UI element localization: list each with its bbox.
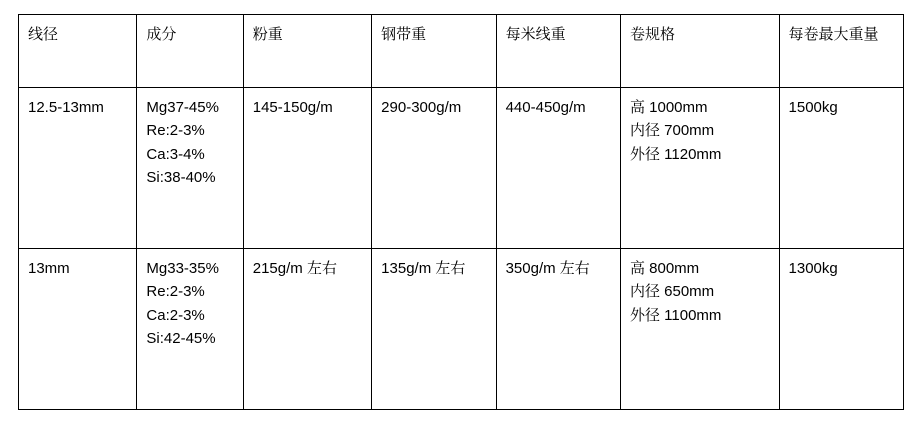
cell-line: Ca:3-4% [146,145,205,163]
cell-max-coil-weight [779,88,903,249]
cell-line: 内径 700mm [629,122,715,140]
cell-line: Re:2-3% [146,283,205,301]
cell-coil-spec [620,88,779,249]
column-header-steel-strip-weight: 钢带重 [372,15,496,88]
cell-composition [137,88,243,249]
cell-line: 440-450g/m [505,99,586,116]
cell-weight-per-meter: 350g/m 左右 [496,249,620,410]
cell-line: 12.5-13mm [28,99,104,116]
cell-line: 145-150g/m [252,99,333,116]
cell-line: Mg37-45% [146,99,219,116]
table-row [19,88,904,249]
cell-line: 高 1000mm [629,99,708,116]
cell-line: 1500kg [788,99,838,116]
cell-line: Si:42-45% [146,329,216,347]
cell-steel-strip-weight [372,88,496,249]
cell-weight-per-meter [496,88,620,249]
table-header [19,15,904,88]
column-header-coil-spec: 卷规格 [620,15,779,88]
cell-diameter [19,88,137,249]
cell-line: 外径 1120mm [629,145,722,163]
column-header-powder-weight: 粉重 [243,15,371,88]
cell-powder-weight: 215g/m 左右 [243,249,371,410]
cell-line: Re:2-3% [146,122,205,140]
table-body [19,88,904,410]
table-row [19,249,904,410]
table-header-row [19,15,904,88]
cell-line: 1300kg [788,260,838,277]
cell-line: Si:38-40% [146,168,216,186]
specification-table [18,14,904,410]
cell-line: 外径 1100mm [629,306,722,324]
cell-max-coil-weight [779,249,903,410]
column-header-diameter: 线径 [19,15,137,88]
cell-line: Mg33-35% [146,260,219,277]
cell-powder-weight [243,88,371,249]
cell-line: 高 800mm [629,260,700,277]
column-header-weight-per-meter: 每米线重 [496,15,620,88]
cell-diameter [19,249,137,410]
cell-line: 内径 650mm [629,283,715,301]
cell-coil-spec [620,249,779,410]
cell-steel-strip-weight: 135g/m 左右 [372,249,496,410]
column-header-composition: 成分 [137,15,243,88]
cell-composition [137,249,243,410]
cell-line: 290-300g/m [381,99,462,116]
cell-line: Ca:2-3% [146,306,205,324]
cell-line: 13mm [28,260,70,277]
column-header-max-coil-weight: 每卷最大重量 [779,15,903,88]
